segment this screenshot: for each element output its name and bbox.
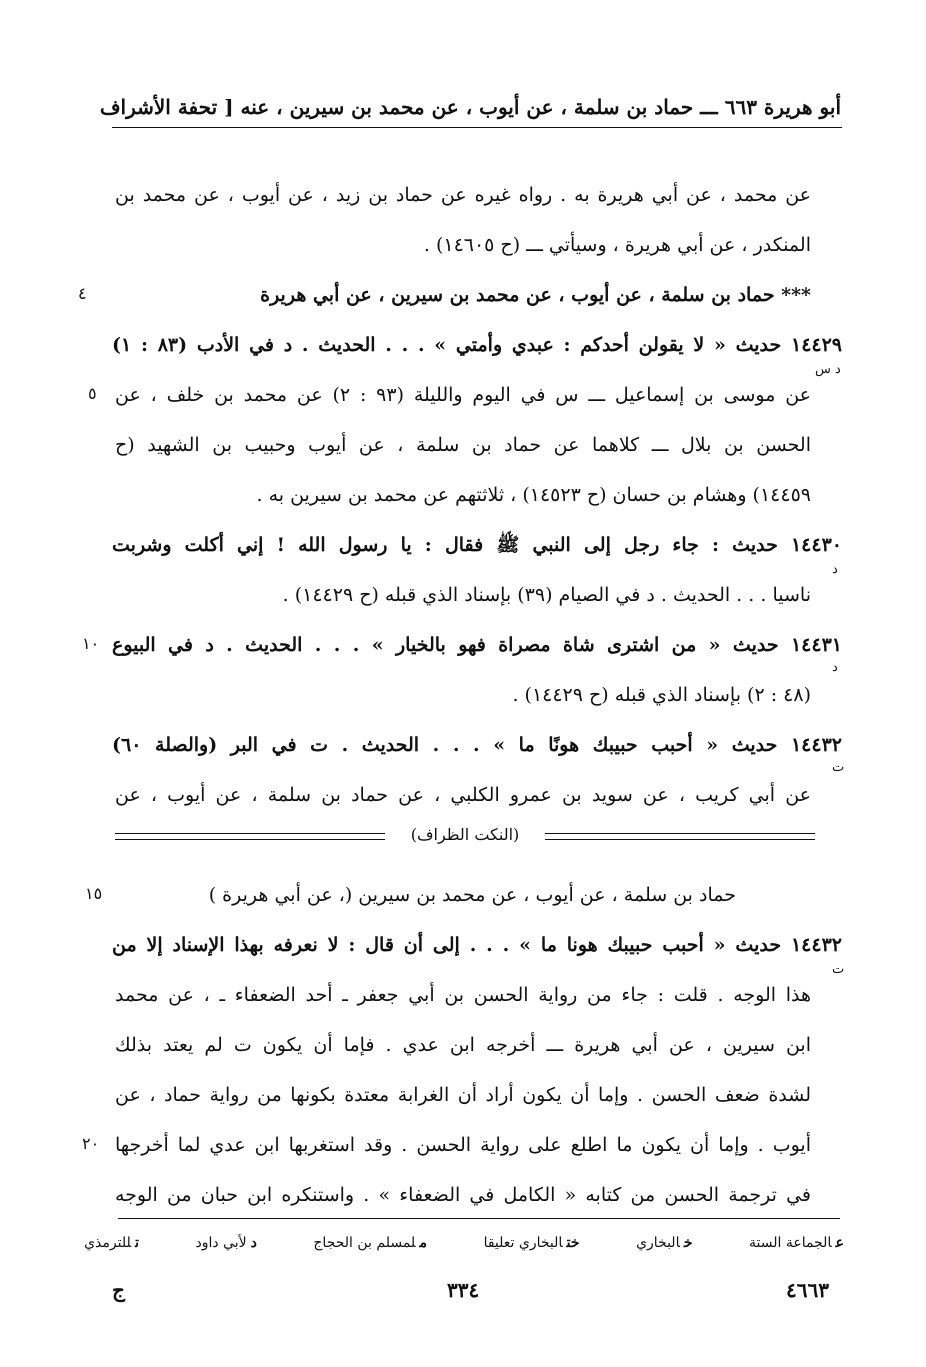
- line-number: ٥: [88, 384, 97, 403]
- nukat-line: أيوب . وإما أن يكون ما اطلع على رواية الحسن . وقد استغربها ابن عدي لما أخرجها: [115, 1134, 811, 1156]
- hadith-14432: ١٤٤٣٢ حديث « أحبب حبيبك هونًا ما » . . . الحديث . ت في البر (والصلة ٦٠): [112, 734, 842, 756]
- text-line: ١٤٤٥٩) وهشام بن حسان (ح ١٤٥٢٣) ، ثلاثتهم عن محمد بن سيرين به .: [256, 484, 811, 506]
- text-line: عن محمد ، عن أبي هريرة به . رواه غيره عن حماد بن زيد ، عن أيوب ، عن محمد بن: [115, 184, 811, 206]
- nukat-label: (النكت الظراف): [385, 825, 545, 844]
- sigla-key-item: دلأبي داود: [195, 1235, 257, 1251]
- sigla-key-item: عالجماعة الستة: [749, 1235, 844, 1251]
- section-heading: *** حماد بن سلمة ، عن أيوب ، عن محمد بن سيرين ، عن أبي هريرة: [260, 284, 811, 306]
- sigla-key-item: تللترمذي: [84, 1235, 139, 1251]
- margin-sigla: د: [832, 660, 838, 675]
- text-line: عن أبي كريب ، عن سويد بن عمرو الكلبي ، عن حماد بن سلمة ، عن أيوب ، عن: [115, 784, 811, 806]
- hadith-14430: ١٤٤٣٠ حديث : جاء رجل إلى النبي ﷺ فقال : يا رسول الله ! إني أكلت وشربت: [112, 534, 842, 556]
- text-line: الحسن بن بلال ـــ كلاهما عن حماد بن سلمة ، عن أيوب وحبيب بن الشهيد (ح: [115, 434, 811, 456]
- margin-sigla: د س: [815, 362, 841, 377]
- volume-number: ٤٦٦٣: [786, 1278, 829, 1302]
- line-number: ٢٠: [82, 1134, 100, 1153]
- signature-mark: ج: [112, 1278, 125, 1302]
- line-number: ١٥: [85, 884, 103, 903]
- header-rule: [112, 127, 842, 128]
- text-line: (٤٨ : ٢) بإسناد الذي قبله (ح ١٤٤٢٩) .: [512, 684, 811, 706]
- hadith-14431: ١٤٤٣١ حديث « من اشترى شاة مصراة فهو بالخيار » . . . الحديث . د في البيوع: [112, 634, 842, 656]
- page-number: ٣٣٤: [447, 1278, 480, 1302]
- nukat-line: ابن سيرين ، عن أبي هريرة ـــ أخرجه ابن عدي . فإما أن يكون ت لم يعتد بذلك: [115, 1034, 811, 1056]
- margin-sigla: د: [832, 562, 838, 577]
- line-number: ٤: [78, 284, 87, 303]
- sigla-key-item: ختالبخاري تعليقا: [483, 1235, 580, 1251]
- hadith-14429: ١٤٤٢٩ حديث « لا يقولن أحدكم : عبدي وأمتي » . . . الحديث . د في الأدب (٨٣ : ١): [112, 334, 843, 356]
- margin-sigla: ت: [832, 962, 845, 977]
- nukat-hadith: ١٤٤٣٢ حديث « أحبب حبيبك هونا ما » . . . إلى أن قال : لا نعرفه بهذا الإسناد إلا من: [112, 934, 842, 956]
- nukat-line: لشدة ضعف الحسن . وإما أن يكون أراد أن الغرابة معتدة بكونها من رواية حماد ، عن: [115, 1084, 811, 1106]
- text-line: المنكدر ، عن أبي هريرة ، وسيأتي ـــ (ح ١٤٦٠٥) .: [423, 234, 811, 256]
- text-line: ناسيا . . . الحديث . د في الصيام (٣٩) بإسناد الذي قبله (ح ١٤٤٢٩) .: [282, 584, 811, 606]
- margin-sigla: ت: [832, 760, 845, 775]
- nukat-line: حماد بن سلمة ، عن أيوب ، عن محمد بن سيرين (، عن أبي هريرة ): [208, 884, 736, 906]
- running-header: أبو هريرة ٦٦٣ ـــ حماد بن سلمة ، عن أيوب ، عن محمد بن سيرين ، عنه [ تحفة الأشراف: [99, 95, 841, 119]
- sigla-key: [84, 1235, 844, 1251]
- nukat-line: في ترجمة الحسن من كتابه « الكامل في الضعفاء » . واستنكره ابن حبان من الوجه: [115, 1184, 811, 1206]
- nukat-line: هذا الوجه . قلت : جاء من رواية الحسن بن أبي جعفر ـ أحد الضعفاء ـ ، عن محمد: [115, 984, 811, 1006]
- sigla-key-item: ملمسلم بن الحجاج: [313, 1235, 428, 1251]
- text-line: عن موسى بن إسماعيل ـــ س في اليوم والليلة (٩٣ : ٢) عن محمد بن خلف ، عن: [115, 384, 812, 406]
- sigla-key-item: خالبخاري: [636, 1235, 693, 1251]
- footer-rule: [118, 1218, 840, 1219]
- line-number: ١٠: [82, 634, 100, 653]
